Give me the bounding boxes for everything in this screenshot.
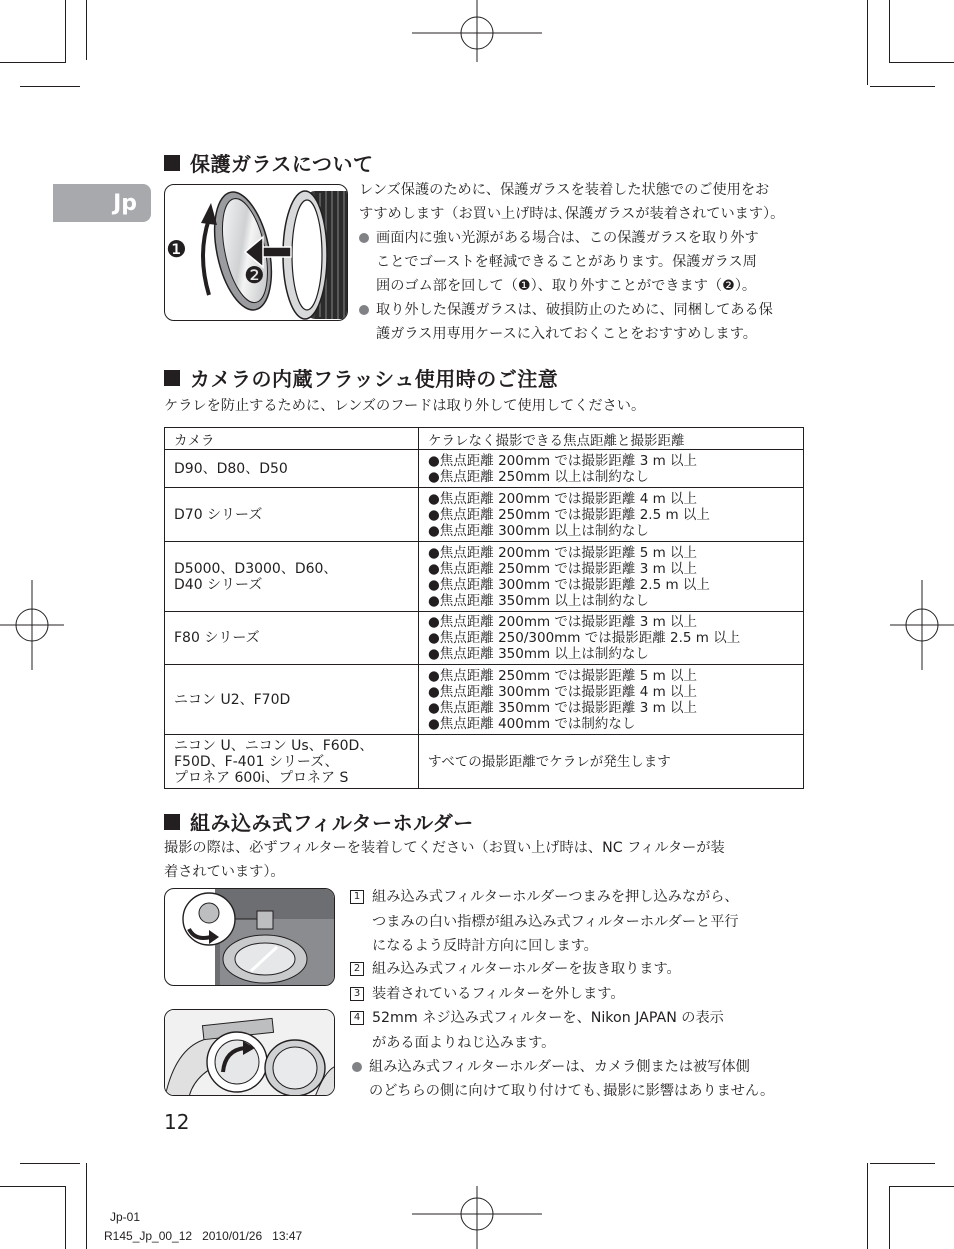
bullet-dot-icon — [359, 305, 369, 315]
table-row — [165, 735, 804, 789]
filter-holder-figure-2 — [164, 1009, 335, 1096]
figure-label-1: ❶ — [166, 237, 187, 263]
table-cell-conditions: ●焦点距離 200mm では撮影距離 3 m 以上 ●焦点距離 250/300mm では撮影距離 2.5 m 以上 ●焦点距離 350mm 以上は制約なし — [419, 612, 804, 665]
step-number-box: 1 — [350, 890, 364, 904]
table-header-row — [165, 428, 804, 450]
square-bullet-icon — [164, 155, 180, 171]
table-cell-camera: D5000、D3000、D60、 D40 シリーズ — [165, 542, 419, 612]
protective-glass-figure — [164, 184, 348, 321]
table-cell-camera: D90、D80、D50 — [165, 450, 419, 488]
section-title-filter-holder: 組み込み式フィルターホルダー — [164, 807, 474, 836]
flash-intro: ケラレを防止するために、レンズのフードは取り外して使用してください。 — [164, 398, 646, 414]
registration-mark-bottom — [412, 1186, 542, 1249]
vignetting-table — [164, 427, 804, 789]
table-cell-conditions: ●焦点距離 200mm では撮影距離 5 m 以上 ●焦点距離 250mm では撮影距離 3 m 以上 ●焦点距離 300mm では撮影距離 2.5 m 以上 ●焦点距離 350mm 以上は制約なし — [419, 542, 804, 612]
footer-code: Jp-01 — [110, 1210, 141, 1224]
table-row — [165, 612, 804, 665]
step-number-box: 4 — [350, 1011, 364, 1025]
glass-bullet-1: 画面内に強い光源がある場合は、この保護ガラスを取り外す ことでゴーストを軽減できることがあります。保護ガラス周 囲のゴム部を回して（❶）、取り外すことができます（❷）。 — [359, 226, 807, 298]
table-cell-conditions: ●焦点距離 250mm では撮影距離 5 m 以上 ●焦点距離 300mm では撮影距離 4 m 以上 ●焦点距離 350mm では撮影距離 3 m 以上 ●焦点距離 400mm では制約なし — [419, 665, 804, 735]
table-cell-conditions: ●焦点距離 200mm では撮影距離 3 m 以上 ●焦点距離 250mm 以上は制約なし — [419, 450, 804, 488]
registration-mark-top — [412, 0, 542, 62]
filter-step-3: 3 装着されているフィルターを外します。 — [350, 982, 805, 1007]
table-cell-conditions: ●焦点距離 200mm では撮影距離 4 m 以上 ●焦点距離 250mm では撮影距離 2.5 m 以上 ●焦点距離 300mm 以上は制約なし — [419, 488, 804, 542]
table-cell-camera: F80 シリーズ — [165, 612, 419, 665]
filter-intro: 撮影の際は、必ずフィルターを装着してください（お買い上げ時は、NC フィルターが装 着されています）。 — [164, 840, 725, 880]
page-number: 12 — [164, 1110, 190, 1134]
table-header-conditions: ケラレなく撮影できる焦点距離と撮影距離 — [419, 428, 804, 450]
table-row — [165, 450, 804, 488]
bullet-dot-icon — [352, 1062, 362, 1072]
table-row — [165, 542, 804, 612]
table-row — [165, 665, 804, 735]
table-header-camera: カメラ — [165, 428, 419, 450]
footer-file-info: R145_Jp_00_12 2010/01/26 13:47 — [104, 1229, 303, 1243]
table-cell-camera: ニコン U2、F70D — [165, 665, 419, 735]
step-number-box: 2 — [350, 962, 364, 976]
table-cell-conditions: すべての撮影距離でケラレが発生します — [419, 735, 804, 789]
filter-step-2: 2 組み込み式フィルターホルダーを抜き取ります。 — [350, 957, 805, 982]
step-number-box: 3 — [350, 987, 364, 1001]
table-cell-camera: D70 シリーズ — [165, 488, 419, 542]
registration-mark-right — [890, 580, 954, 670]
language-tab: Jp — [53, 184, 151, 222]
filter-step-4: 4 52mm ネジ込み式フィルターを、Nikon JAPAN の表示 がある面よりねじ込みます。 — [350, 1006, 805, 1055]
section-title-protective-glass: 保護ガラスについて — [164, 148, 374, 177]
square-bullet-icon — [164, 814, 180, 830]
bullet-dot-icon — [359, 233, 369, 243]
registration-mark-left — [0, 580, 64, 670]
filter-step-1: 1 組み込み式フィルターホルダーつまみを押し込みながら、 つまみの白い指標が組み込み式フィルターホルダーと平行 になるよう反時計方向に回します。 — [350, 885, 805, 959]
glass-intro: レンズ保護のために、保護ガラスを装着した状態でのご使用をお すすめします（お買い上げ時は､保護ガラスが装着されています）。 — [359, 182, 785, 222]
filter-holder-figure-1 — [164, 888, 335, 986]
table-row — [165, 488, 804, 542]
figure-label-2: ❷ — [244, 263, 265, 289]
table-cell-camera: ニコン U、ニコン Us、F60D、 F50D、F-401 シリーズ、 プロネア 600i、プロネア S — [165, 735, 419, 789]
glass-bullet-2: 取り外した保護ガラスは、破損防止のために、同梱してある保 護ガラス用専用ケースに入れておくことをおすすめします。 — [359, 298, 807, 346]
section-title-built-in-flash: カメラの内蔵フラッシュ使用時のご注意 — [164, 363, 558, 392]
square-bullet-icon — [164, 370, 180, 386]
filter-note: 組み込み式フィルターホルダーは、カメラ側または被写体側 のどちらの側に向けて取り付けても､撮影に影響はありません。 — [352, 1055, 808, 1103]
